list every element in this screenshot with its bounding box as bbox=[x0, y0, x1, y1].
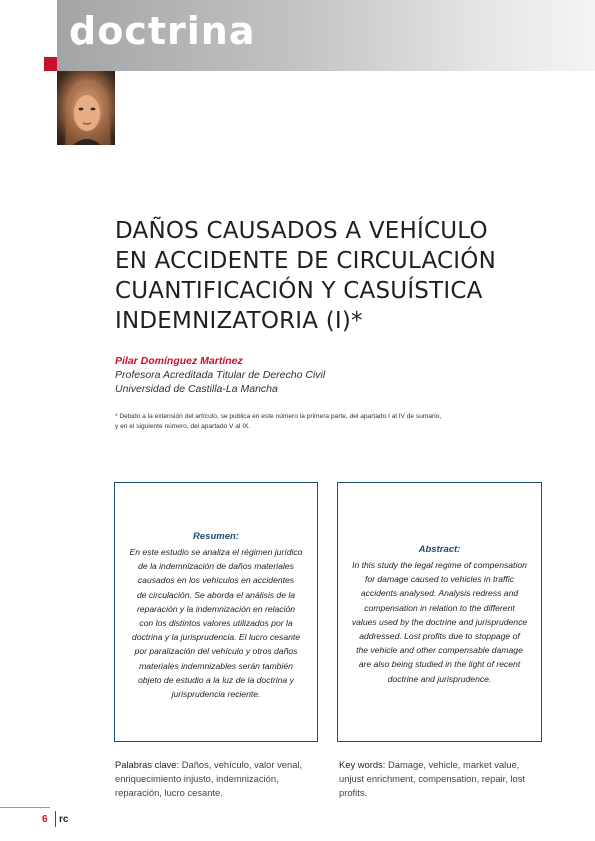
resumen-line: objeto de estudio a la luz de la doctrina y bbox=[138, 674, 294, 685]
resumen-box bbox=[114, 482, 318, 742]
keywords-es bbox=[115, 758, 302, 800]
resumen-line: doctrina y la jurisprudencia. El lucro cesante bbox=[131, 632, 301, 643]
footnote-line: * Debido a la extensión del artículo, se publica en este número la primera parte, del apartado I al IV de sumario, bbox=[115, 413, 442, 420]
red-accent-square bbox=[44, 57, 57, 71]
abstract-text bbox=[346, 558, 533, 686]
abstract-line: the vehicle and other compensable damage bbox=[356, 645, 523, 656]
author-photo bbox=[57, 71, 115, 145]
abstract-line: for damage caused to vehicles in traffic bbox=[364, 574, 515, 585]
resumen-line: materiales indemnizables serán también bbox=[139, 660, 293, 671]
journal-mark: rc bbox=[59, 814, 69, 825]
resumen-line: con los distintos valores utilizados por la bbox=[139, 618, 293, 629]
resumen-line: de la indemnización de daños materiales bbox=[138, 561, 294, 572]
resumen-line: En este estudio se analiza el régimen jurídico bbox=[129, 547, 303, 557]
abstract-line: addressed. Lost profits due to stoppage of bbox=[359, 631, 520, 642]
resumen-line: de circulación. Se aborda el análisis de la bbox=[136, 589, 296, 600]
keywords-es-line: reparación, lucro cesante. bbox=[115, 787, 223, 798]
resumen-line: por paralización del vehículo y otros daños bbox=[134, 646, 298, 657]
author-name: Pilar Domínguez Martínez bbox=[115, 355, 243, 367]
title-line: DAÑOS CAUSADOS A VEHÍCULO bbox=[115, 218, 488, 244]
abstract-box bbox=[337, 482, 542, 742]
abstract-heading: Abstract: bbox=[418, 544, 461, 555]
author-portrait-icon bbox=[57, 71, 115, 145]
title-line: EN ACCIDENTE DE CIRCULACIÓN bbox=[115, 248, 496, 274]
keywords-es-line: enriquecimiento injusto, indemnización, bbox=[115, 773, 279, 784]
resumen-text bbox=[123, 545, 309, 701]
footer-divider bbox=[55, 811, 56, 827]
resumen-line: causados en los vehículos en accidentes bbox=[137, 575, 295, 586]
footnote-line: y en el siguiente número, del apartado V al IX. bbox=[115, 423, 251, 430]
keywords-en-line: profits. bbox=[339, 787, 368, 798]
resumen-line: reparación y la indemnización en relación bbox=[136, 603, 296, 614]
author-university: Universidad de Castilla-La Mancha bbox=[115, 383, 278, 395]
title-line: INDEMNIZATORIA (I)* bbox=[115, 308, 363, 334]
author-position: Profesora Acreditada Titular de Derecho Civil bbox=[115, 369, 326, 381]
abstract-line: values used by the doctrine and jurisprudence bbox=[351, 616, 528, 627]
keywords-en-line: unjust enrichment, compensation, repair, lost bbox=[339, 773, 526, 784]
footnote bbox=[115, 412, 441, 432]
resumen-line: jurisprudencia reciente. bbox=[171, 689, 261, 700]
abstract-line: doctrine and jurisprudence. bbox=[387, 673, 492, 684]
abstract-line: compensation in relation to the different bbox=[364, 602, 515, 613]
abstract-line: accidents analysed. Analysis redress and bbox=[360, 588, 519, 599]
keywords-es-line: Daños, vehículo, valor venal, bbox=[179, 759, 303, 770]
resumen-heading: Resumen: bbox=[193, 531, 239, 542]
section-label: doctrina bbox=[69, 9, 256, 53]
abstract-line: In this study the legal regime of compensation bbox=[352, 560, 527, 570]
article-title bbox=[115, 216, 555, 336]
footer-rule bbox=[0, 807, 50, 808]
page-number: 6 bbox=[42, 814, 48, 825]
keywords-es-label: Palabras clave: bbox=[115, 759, 180, 770]
title-line: CUANTIFICACIÓN Y CASUÍSTICA bbox=[115, 278, 483, 304]
keywords-en-label: Key words: bbox=[339, 759, 386, 770]
keywords-en bbox=[339, 758, 525, 800]
keywords-en-line: Damage, vehicle, market value, bbox=[385, 759, 520, 770]
abstract-line: are also being studied in the light of recent bbox=[358, 659, 521, 670]
